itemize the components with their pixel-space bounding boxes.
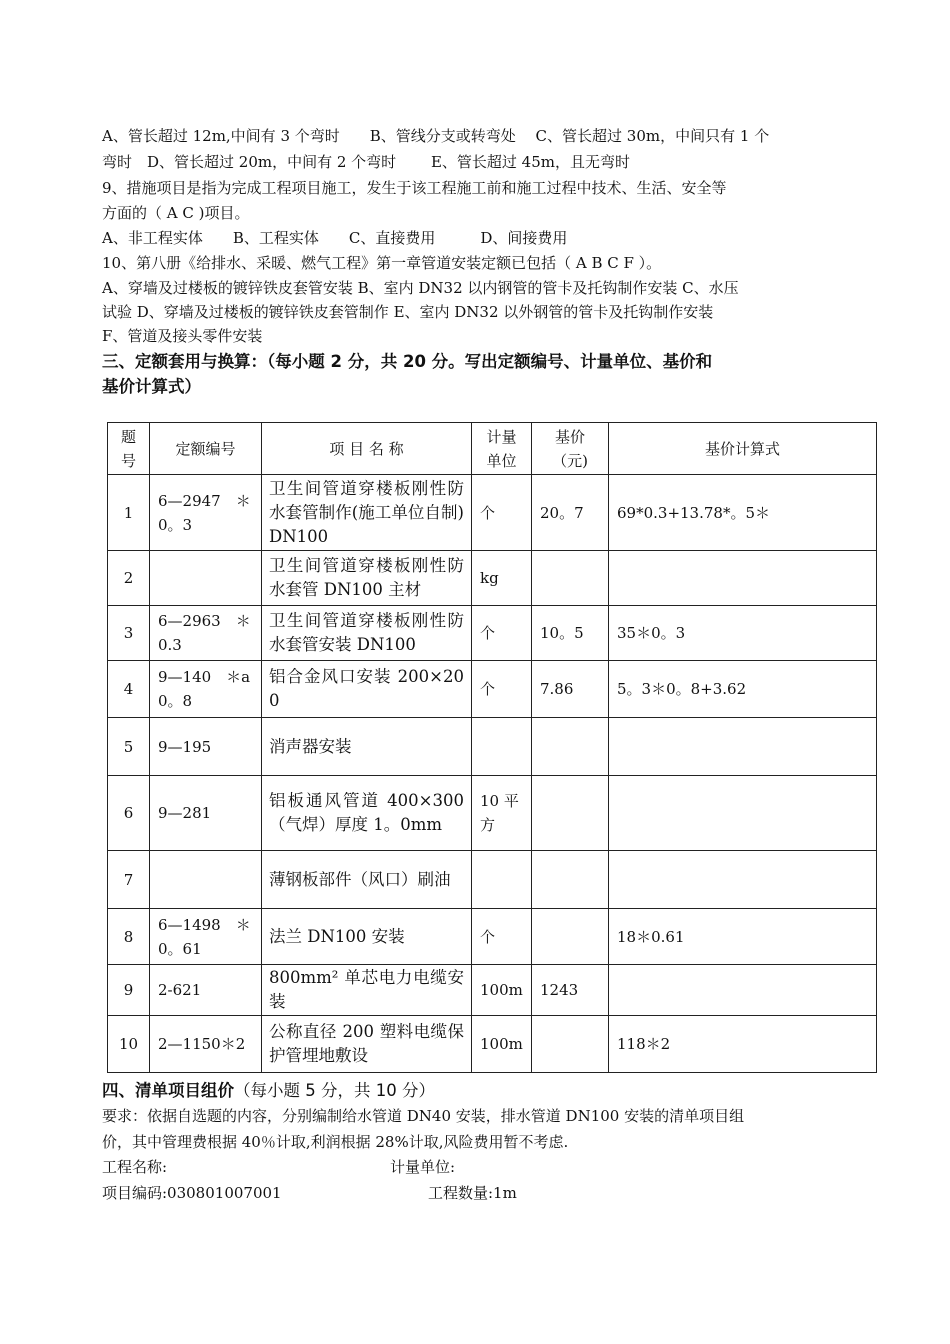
table-row: [108, 1016, 877, 1073]
question-9-line-1: 9、措施项目是指为完成工程项目施工，发生于该工程施工前和施工过程中技术、生活、安全等: [102, 179, 727, 197]
row-formula: [609, 551, 877, 606]
row-formula: [609, 965, 877, 1016]
row-name: 消声器安装: [262, 718, 472, 776]
header-unit: 计量单位: [472, 423, 532, 475]
row-name: 卫生间管道穿楼板刚性防水套管安装 DN100: [262, 606, 472, 661]
header-name: 项 目 名 称: [262, 423, 472, 475]
row-name: 卫生间管道穿楼板刚性防水套管 DN100 主材: [262, 551, 472, 606]
project-quantity: 工程数量:1m: [428, 1184, 517, 1202]
row-code: [150, 851, 262, 909]
row-price: 20。7: [532, 475, 609, 551]
table-row: [108, 661, 877, 718]
row-no: 4: [108, 661, 150, 718]
row-name: 铝合金风口安装 200×200: [262, 661, 472, 718]
row-formula: 118＊2: [609, 1016, 877, 1073]
row-unit: [472, 718, 532, 776]
option-line-2: 弯时 D、管长超过 20m，中间有 2 个弯时 E、管长超过 45m，且无弯时: [102, 153, 630, 171]
question-10-options-3: F、管道及接头零件安装: [102, 327, 263, 345]
quota-table: [107, 422, 877, 1073]
row-code: [150, 551, 262, 606]
row-formula: [609, 776, 877, 851]
row-formula: 5。3＊0。8+3.62: [609, 661, 877, 718]
project-code: 项目编码:030801007001: [102, 1184, 282, 1202]
row-code: 6—2947 ＊0。3: [150, 475, 262, 551]
row-unit: [472, 851, 532, 909]
row-formula: [609, 851, 877, 909]
row-name: 铝板通风管道 400×300（气焊）厚度 1。0mm: [262, 776, 472, 851]
table-row: [108, 965, 877, 1016]
row-unit: kg: [472, 551, 532, 606]
row-price: [532, 909, 609, 965]
header-price: 基价（元): [532, 423, 609, 475]
row-price: [532, 1016, 609, 1073]
row-no: 10: [108, 1016, 150, 1073]
row-code: 9—195: [150, 718, 262, 776]
row-code: 6—2963 ＊0.3: [150, 606, 262, 661]
row-price: 1243: [532, 965, 609, 1016]
table-row: [108, 851, 877, 909]
row-no: 5: [108, 718, 150, 776]
option-line-1: A、管长超过 12m,中间有 3 个弯时 B、管线分支或转弯处 C、管长超过 30m，中间只有 1 个: [102, 127, 770, 145]
row-no: 7: [108, 851, 150, 909]
section-3-heading-line-1: 三、定额套用与换算：（每小题 2 分，共 20 分。写出定额编号、计量单位、基价和: [102, 352, 713, 371]
row-price: [532, 851, 609, 909]
row-unit: 个: [472, 475, 532, 551]
row-code: 6—1498 ＊0。61: [150, 909, 262, 965]
table-row: [108, 551, 877, 606]
row-code: 9—281: [150, 776, 262, 851]
row-price: 10。5: [532, 606, 609, 661]
row-formula: 69*0.3+13.78*。5＊: [609, 475, 877, 551]
table-row: [108, 606, 877, 661]
section-4-title: 四、清单项目组价: [102, 1081, 234, 1100]
section-4-heading: [102, 1079, 822, 1103]
section-4-score: （每小题 5 分，共 10 分）: [234, 1081, 435, 1100]
question-10-line: 10、第八册《给排水、采暖、燃气工程》第一章管道安装定额已包括（ A B C F ）。: [102, 254, 662, 272]
row-code: 9—140 ＊a0。8: [150, 661, 262, 718]
row-price: [532, 776, 609, 851]
row-price: [532, 551, 609, 606]
question-9-options: A、非工程实体 B、工程实体 C、直接费用 D、间接费用: [102, 229, 568, 247]
section-3-heading-line-2: 基价计算式）: [102, 377, 201, 396]
header-no: 题号: [108, 423, 150, 475]
row-no: 2: [108, 551, 150, 606]
table-row: [108, 718, 877, 776]
project-name-label: 工程名称:: [102, 1158, 168, 1176]
unit-label: 计量单位:: [390, 1158, 456, 1176]
row-formula: 35＊0。3: [609, 606, 877, 661]
row-code: 2-621: [150, 965, 262, 1016]
table-row: [108, 776, 877, 851]
row-price: [532, 718, 609, 776]
table-header-row: [108, 423, 877, 475]
row-no: 8: [108, 909, 150, 965]
table-row: [108, 475, 877, 551]
row-unit: 个: [472, 606, 532, 661]
header-formula: 基价计算式: [609, 423, 877, 475]
row-formula: [609, 718, 877, 776]
header-code: 定额编号: [150, 423, 262, 475]
question-10-options-2: 试验 D、穿墙及过楼板的镀锌铁皮套管制作 E、室内 DN32 以外钢管的管卡及托钩制作安装: [102, 303, 714, 321]
row-name: 公称直径 200 塑料电缆保护管埋地敷设: [262, 1016, 472, 1073]
row-unit: 100m: [472, 1016, 532, 1073]
row-formula: 18＊0.61: [609, 909, 877, 965]
row-unit: 100m: [472, 965, 532, 1016]
row-unit: 个: [472, 661, 532, 718]
row-name: 薄钢板部件（风口）刷油: [262, 851, 472, 909]
row-code: 2—1150＊2: [150, 1016, 262, 1073]
row-price: 7.86: [532, 661, 609, 718]
row-name: 800mm² 单芯电力电缆安装: [262, 965, 472, 1016]
row-unit: 个: [472, 909, 532, 965]
row-name: 卫生间管道穿楼板刚性防水套管制作(施工单位自制)DN100: [262, 475, 472, 551]
row-no: 6: [108, 776, 150, 851]
requirement-line-1: 要求：依据自选题的内容，分别编制给水管道 DN40 安装，排水管道 DN100 安装的清单项目组: [102, 1107, 745, 1125]
row-no: 3: [108, 606, 150, 661]
row-unit: 10 平方: [472, 776, 532, 851]
row-no: 9: [108, 965, 150, 1016]
question-10-options-1: A、穿墙及过楼板的镀锌铁皮套管安装 B、室内 DN32 以内钢管的管卡及托钩制作安装 C、水压: [102, 279, 739, 297]
row-no: 1: [108, 475, 150, 551]
requirement-line-2: 价，其中管理费根据 40％计取,利润根据 28%计取,风险费用暂不考虑.: [102, 1133, 569, 1151]
table-row: [108, 909, 877, 965]
question-9-line-2: 方面的（ A C )项目。: [102, 204, 250, 222]
row-name: 法兰 DN100 安装: [262, 909, 472, 965]
